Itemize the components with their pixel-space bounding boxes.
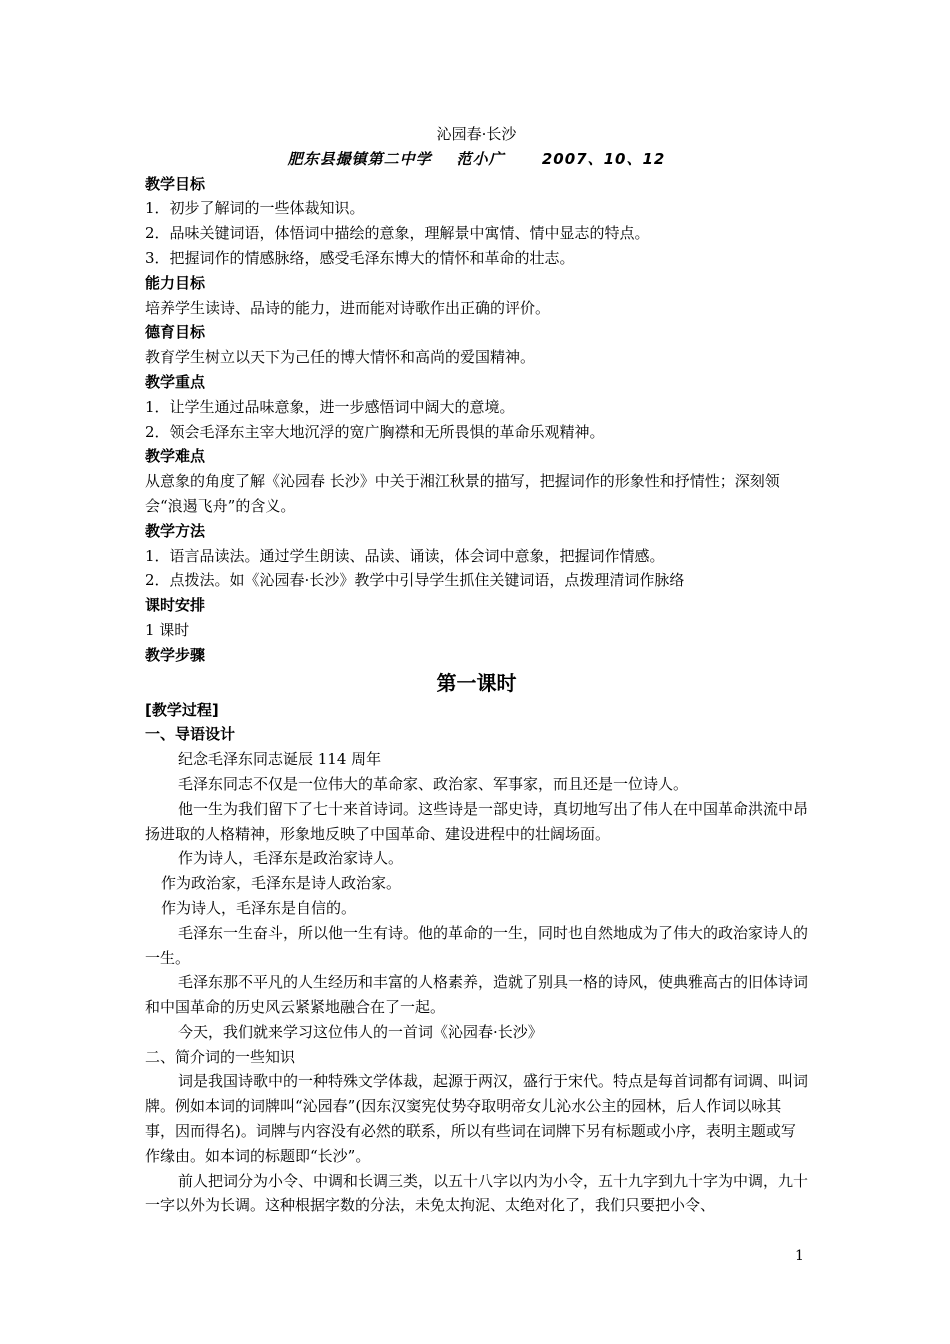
author-line: 肥东县撮镇第二中学 范小广 2007、10、12 (287, 149, 666, 168)
paragraph: 词是我国诗歌中的一种特殊文学体裁，起源于两汉，盛行于宋代。特点是每首词都有词调、叫词牌。例如本词的词牌叫“沁园春”(因东汉窦宪仗势夺取明帝女儿沁水公主的园林，后人作词以咏其事，因而得名)。词牌与内容没有必然的联系，所以有些词在词牌下另有标题或小序，表明主题或写作缘由。如本词的标题即“长沙”。 (145, 1072, 809, 1165)
paragraph: 作为诗人，毛泽东是政治家诗人。 (178, 849, 404, 868)
paragraph: 培养学生读诗、品诗的能力，进而能对诗歌作出正确的评价。 (145, 298, 551, 317)
paragraph: 作为政治家，毛泽东是诗人政治家。 (161, 874, 402, 893)
list-item: 1．让学生通过品味意象，进一步感悟词中阔大的意境。 (145, 397, 515, 416)
list-item: 1．语言品读法。通过学生朗读、品读、诵读，体会词中意象，把握词作情感。 (145, 546, 665, 565)
section-heading-moral-goals: 德育目标 (145, 323, 206, 342)
paragraph: 毛泽东同志不仅是一位伟大的革命家、政治家、军事家，而且还是一位诗人。 (178, 774, 689, 793)
paragraph: 从意象的角度了解《沁园春 长沙》中关于湘江秋景的描写，把握词作的形象性和抒情性；深刻领会“浪遏飞舟”的含义。 (145, 472, 780, 515)
page-number: 1 (795, 1248, 804, 1264)
section-heading-difficult-points: 教学难点 (145, 447, 206, 466)
section-heading-teaching-goals: 教学目标 (145, 174, 206, 193)
paragraph: 他一生为我们留下了七十来首诗词。这些诗是一部史诗，真切地写出了伟人在中国革命洪流中昂扬进取的人格精神，形象地反映了中国革命、建设进程中的壮阔场面。 (145, 799, 809, 843)
paragraph: 纪念毛泽东同志诞辰 114 周年 (178, 750, 382, 769)
list-item: 2．领会毛泽东主宰大地沉浮的宽广胸襟和无所畏惧的革命乐观精神。 (145, 422, 605, 441)
section-heading-steps: 教学步骤 (145, 645, 206, 664)
document-page (145, 122, 808, 1218)
section-heading-schedule: 课时安排 (145, 596, 206, 615)
paragraph: 毛泽东一生奋斗，所以他一生有诗。他的革命的一生，同时也自然地成为了伟大的政治家诗人的一生。 (145, 923, 809, 967)
process-label: [教学过程] (145, 700, 219, 719)
section-heading-key-points: 教学重点 (145, 372, 206, 391)
section-heading-methods: 教学方法 (145, 521, 206, 540)
list-item: 2．点拨法。如《沁园春·长沙》教学中引导学生抓住关键词语，点拨理清词作脉络 (145, 571, 685, 590)
paragraph: 毛泽东那不平凡的人生经历和丰富的人格素养，造就了别具一格的诗风，使典雅高古的旧体诗词和中国革命的历史风云紧紧地融合在了一起。 (145, 973, 809, 1017)
paragraph: 前人把词分为小令、中调和长调三类，以五十八字以内为小令，五十九字到九十字为中调，九十一字以外为长调。这种根据字数的分法，未免太拘泥、太绝对化了，我们只要把小令、 (145, 1171, 809, 1215)
list-item: 1．初步了解词的一些体裁知识。 (145, 199, 365, 218)
paragraph: 1 课时 (145, 620, 190, 639)
part1-heading: 一、导语设计 (145, 725, 236, 744)
part2-heading: 二、简介词的一些知识 (145, 1047, 296, 1066)
lesson-title: 第一课时 (436, 670, 517, 695)
list-item: 2．品味关键词语，体悟词中描绘的意象，理解景中寓情、情中显志的特点。 (145, 224, 650, 243)
paragraph: 今天，我们就来学习这位伟人的一首词《沁园春·长沙》 (178, 1022, 543, 1041)
document-title: 沁园春·长沙 (436, 125, 517, 143)
list-item: 3．把握词作的情感脉络，感受毛泽东博大的情怀和革命的壮志。 (145, 248, 575, 267)
paragraph: 教育学生树立以天下为己任的博大情怀和高尚的爱国精神。 (145, 348, 536, 367)
section-heading-ability-goals: 能力目标 (145, 273, 206, 292)
paragraph: 作为诗人，毛泽东是自信的。 (161, 898, 357, 917)
